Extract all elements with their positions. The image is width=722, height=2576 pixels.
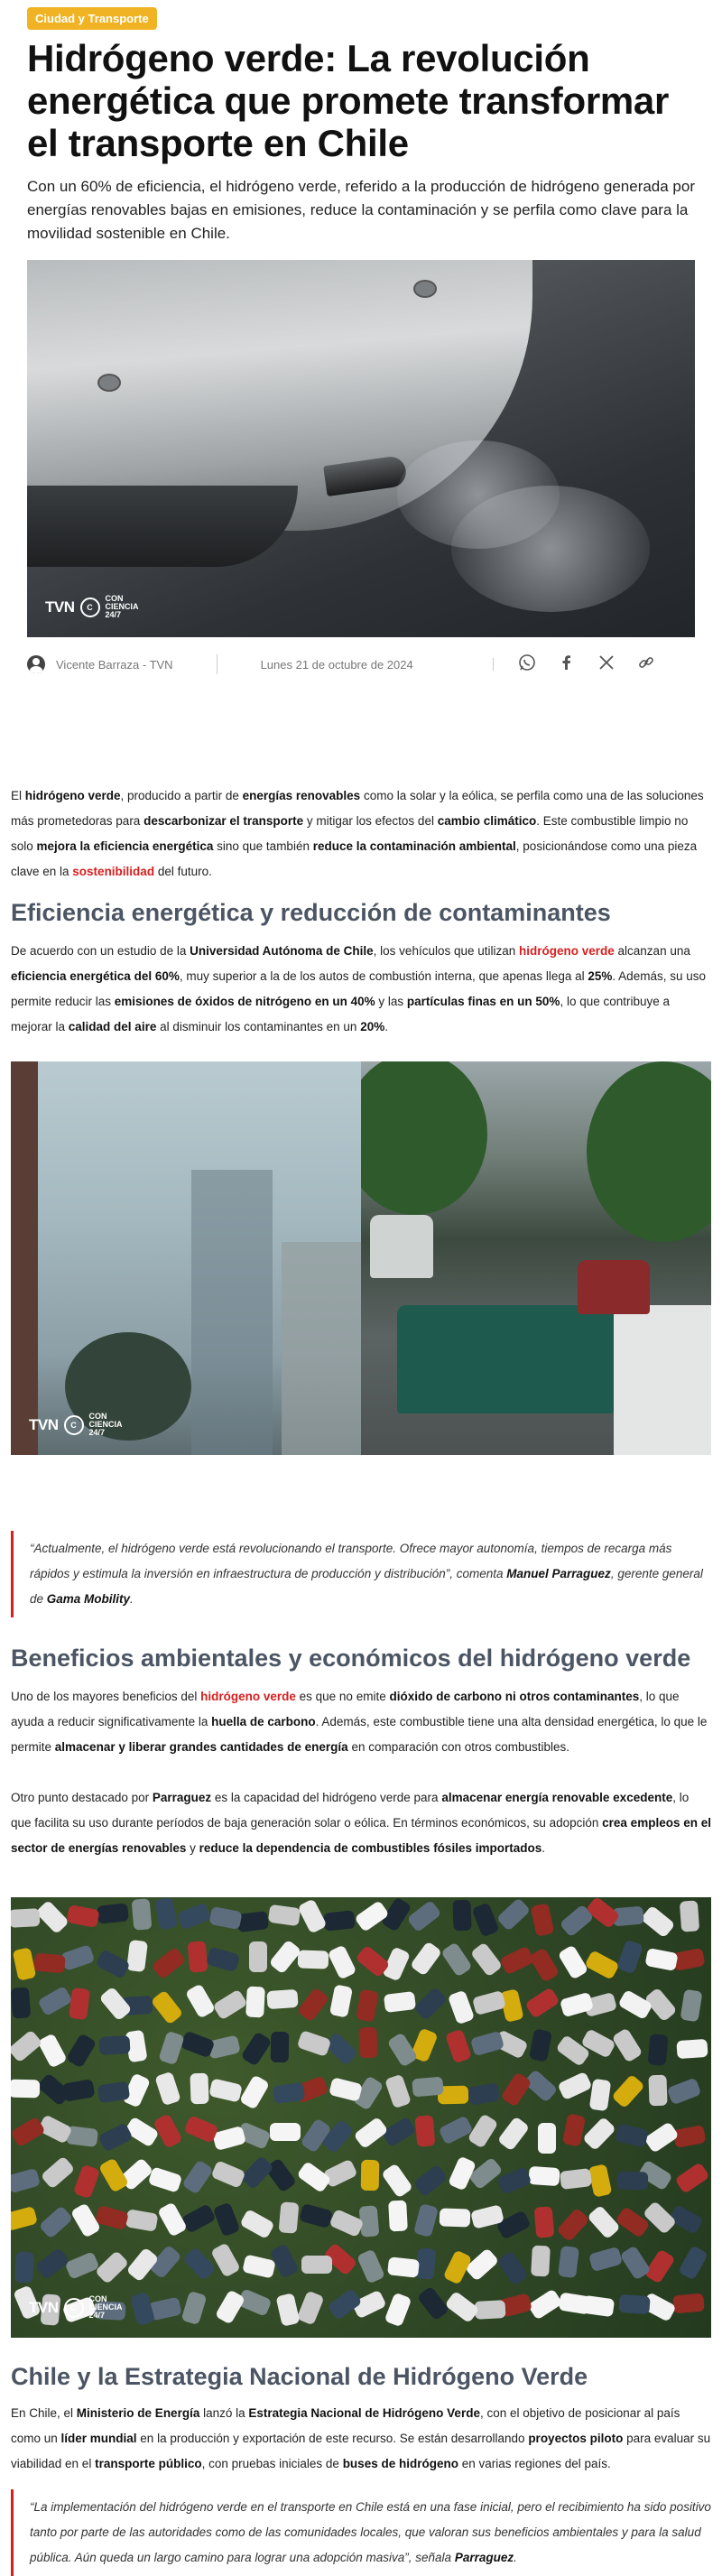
- tvn-watermark: [29, 2295, 129, 2320]
- parked-car-shape: [672, 2293, 705, 2314]
- parked-car-shape: [239, 2074, 270, 2109]
- parked-car-shape: [190, 2073, 209, 2105]
- parked-car-shape: [587, 2204, 621, 2239]
- parked-car-shape: [440, 2209, 471, 2228]
- publish-date: Lunes 21 de octubre de 2024: [260, 657, 413, 672]
- parked-car-shape: [242, 2255, 276, 2279]
- parked-car-shape: [499, 1946, 534, 1976]
- building-shape: [191, 1170, 273, 1455]
- parked-car-shape: [11, 2206, 38, 2231]
- parked-car-shape: [353, 2117, 388, 2149]
- tree-shape: [587, 1061, 711, 1242]
- car-shape: [578, 1260, 650, 1314]
- parked-car-shape: [416, 2285, 449, 2321]
- parked-car-shape: [66, 1904, 99, 1928]
- conciencia-logo-text: CON CIENCIA 24/7: [88, 1412, 123, 1437]
- parked-car-shape: [528, 2166, 560, 2186]
- parked-car-shape: [616, 1939, 643, 1974]
- parked-car-shape: [559, 2293, 592, 2315]
- parked-car-shape: [125, 2210, 159, 2233]
- parked-car-shape: [60, 1944, 96, 1971]
- facebook-icon[interactable]: [557, 653, 577, 676]
- parked-car-shape: [66, 2033, 97, 2068]
- parked-car-shape: [465, 2247, 500, 2282]
- parked-car-shape: [588, 2247, 623, 2273]
- parked-car-shape: [388, 2201, 408, 2232]
- parked-car-shape: [181, 2291, 208, 2325]
- parked-car-shape: [497, 2116, 530, 2151]
- parked-car-shape: [557, 2071, 592, 2100]
- parked-car-shape: [528, 1947, 560, 1982]
- x-icon[interactable]: [597, 653, 616, 676]
- parked-car-shape: [538, 2123, 556, 2154]
- building-shape: [282, 1242, 361, 1455]
- parked-car-shape: [37, 1985, 72, 2015]
- link-icon[interactable]: [636, 653, 656, 676]
- parked-car-shape: [413, 2203, 439, 2238]
- tvn-logo-text: TVN: [29, 2298, 59, 2316]
- parked-car-shape: [126, 1940, 148, 1972]
- parked-car-shape: [558, 2246, 579, 2278]
- parked-car-shape: [296, 2161, 331, 2193]
- car-lower-shape: [27, 486, 298, 567]
- parked-car-shape: [448, 1990, 475, 2025]
- parked-car-shape: [11, 2079, 40, 2098]
- parked-car-shape: [180, 2030, 215, 2058]
- smog-and-traffic-image: [11, 1061, 711, 1455]
- parked-car-shape: [407, 1900, 442, 1933]
- parked-car-shape: [33, 1952, 66, 1973]
- parked-car-shape: [98, 2036, 130, 2056]
- parked-car-shape: [64, 2251, 99, 2280]
- parked-car-shape: [98, 1987, 132, 2022]
- parked-car-shape: [470, 1942, 503, 1978]
- parked-car-shape: [69, 2202, 100, 2238]
- parked-car-shape: [562, 2114, 586, 2147]
- parked-car-shape: [524, 1987, 560, 2018]
- parked-car-shape: [354, 1900, 389, 1932]
- parked-car-shape: [676, 2039, 708, 2059]
- parked-car-shape: [560, 2168, 592, 2190]
- parked-car-shape: [412, 2076, 444, 2097]
- parked-car-shape: [467, 2083, 501, 2107]
- parked-car-shape: [470, 2031, 504, 2057]
- parked-car-shape: [618, 2294, 650, 2314]
- parked-car-shape: [533, 2206, 554, 2238]
- parked-car-shape: [151, 1990, 184, 2025]
- parked-car-shape: [672, 2124, 706, 2147]
- parked-car-shape: [275, 2293, 300, 2327]
- beneficios-paragraph-1: Uno de los mayores beneficios del hidrógeno verde es que no emite dióxido de carbono ni otros contaminantes, lo que ayuda a reducir significativamente la huella de carbono. Además, este combustible tiene una alta densidad energética, lo que le permite almacenar y liberar grandes cantidades de energía en comparación con otros combustibles.: [11, 1690, 708, 1754]
- parked-car-shape: [384, 2293, 412, 2328]
- smoke-shape: [451, 486, 650, 612]
- parked-car-shape: [181, 2203, 217, 2234]
- parked-car-shape: [11, 1987, 31, 2018]
- parked-car-shape: [296, 1987, 329, 2022]
- parked-car-shape: [240, 2031, 272, 2066]
- parked-car-shape: [445, 2028, 472, 2063]
- parked-car-shape: [97, 1903, 129, 1923]
- author-name[interactable]: Vicente Barraza - TVN: [56, 657, 173, 672]
- parked-car-shape: [37, 2034, 68, 2069]
- tvn-logo-text: TVN: [29, 1415, 59, 1433]
- parked-car-shape: [324, 2032, 358, 2066]
- parked-car-shape: [185, 1983, 216, 2018]
- parked-car-shape: [95, 2250, 129, 2284]
- parked-car-shape: [206, 1946, 240, 1972]
- parked-car-shape: [268, 1904, 301, 1927]
- quote-parraguez-1: “Actualmente, el hidrógeno verde está revolucionando el transporte. Ofrece mayor autonomía, tiempos de recarga más rápidos y estimula la inversión en infraestructura de producción y distribución”, comenta Manuel Parraguez, gerente general de Gama Mobility.: [11, 1531, 711, 1617]
- parked-car-shape: [187, 1941, 208, 1973]
- parked-car-shape: [439, 2115, 474, 2145]
- parked-car-shape: [612, 2028, 643, 2063]
- parked-car-shape: [130, 2292, 156, 2326]
- parked-car-shape: [648, 2034, 669, 2066]
- parked-car-shape: [209, 1905, 243, 1929]
- parked-car-shape: [327, 1945, 356, 1980]
- parked-car-shape: [648, 2074, 667, 2106]
- car-lot-aerial-image: [11, 1897, 711, 2338]
- meta-divider: [217, 654, 218, 674]
- parked-car-shape: [297, 2030, 332, 2057]
- parked-car-shape: [356, 2249, 385, 2284]
- parked-car-shape: [475, 2300, 506, 2320]
- smog-city-photo: [11, 1061, 361, 1455]
- bolt-shape: [413, 280, 437, 298]
- bus-shape: [370, 1215, 433, 1278]
- parked-car-shape: [452, 1900, 471, 1932]
- parked-car-shape: [152, 1947, 187, 1980]
- section-title-beneficios: Beneficios ambientales y económicos del hidrógeno verde: [11, 1645, 691, 1672]
- intro-paragraph: El hidrógeno verde, producido a partir de energías renovables como la solar y la eólica, se perfila como una de las soluciones más prometedoras para descarbonizar el transporte y mitigar los efectos del cambio climático. Este combustible limpio no solo mejora la eficiencia energética sino que también reduce la contaminación ambiental, posicionándose como una pieza clave en la sostenibilidad del futuro.: [11, 789, 704, 878]
- parked-car-shape: [640, 1904, 675, 1938]
- conciencia-logo-text: CON CIENCIA 24/7: [88, 2294, 123, 2320]
- parked-car-shape: [299, 2203, 333, 2229]
- sostenibilidad-link[interactable]: sostenibilidad: [72, 865, 155, 878]
- parked-car-shape: [413, 1987, 448, 2021]
- quote-parraguez-2: “La implementación del hidrógeno verde en el transporte en Chile está en una fase inicial, pero el recibimiento ha sido positivo tanto por parte de las autoridades como de las comunidades locales, que valoran sus beneficios ambientales y para la salud pública. Aún queda un largo camino para lograr una adopción masiva”, señala Parraguez.: [11, 2489, 711, 2576]
- parked-car-shape: [15, 2252, 34, 2284]
- parked-car-shape: [678, 2246, 708, 2281]
- parked-car-shape: [323, 1910, 356, 1931]
- parked-car-shape: [301, 2256, 332, 2274]
- car-shape: [397, 1305, 614, 1413]
- bolt-shape: [97, 374, 121, 392]
- parked-car-shape: [154, 2071, 181, 2107]
- author-avatar-icon: [27, 655, 45, 673]
- parked-car-shape: [69, 1988, 90, 2020]
- parked-car-shape: [131, 1898, 152, 1931]
- parked-car-shape: [11, 1908, 40, 1928]
- category-tag[interactable]: Ciudad y Transporte: [27, 7, 157, 30]
- parked-car-shape: [441, 1941, 474, 1977]
- parked-car-shape: [270, 2123, 301, 2141]
- parked-car-shape: [35, 2247, 70, 2280]
- parked-car-shape: [329, 2077, 363, 2102]
- parked-car-shape: [617, 1989, 653, 2020]
- parked-car-shape: [582, 2117, 616, 2151]
- car-shape: [614, 1305, 711, 1455]
- parked-car-shape: [667, 2077, 702, 2105]
- hidrogeno-verde-link[interactable]: hidrógeno verde: [200, 1690, 296, 1703]
- hero-image-exhaust: [27, 260, 695, 637]
- building-shape: [11, 1061, 38, 1455]
- section-title-estrategia: Chile y la Estrategia Nacional de Hidrógeno Verde: [11, 2363, 588, 2390]
- tree-shape: [361, 1061, 487, 1215]
- parked-car-shape: [12, 1947, 36, 1980]
- meta-divider: [493, 658, 494, 671]
- conciencia-logo-icon: C: [64, 2298, 84, 2318]
- parked-car-shape: [297, 1898, 327, 1933]
- parked-car-shape: [611, 2073, 645, 2108]
- parked-car-shape: [448, 2155, 477, 2191]
- parked-car-shape: [98, 2157, 129, 2192]
- parked-car-shape: [530, 1903, 554, 1936]
- article-body: [0, 783, 722, 2576]
- parked-car-shape: [329, 1985, 353, 2018]
- parked-car-shape: [267, 1989, 299, 2009]
- parked-car-shape: [415, 2115, 436, 2147]
- parked-car-shape: [496, 2250, 529, 2285]
- parked-car-shape: [356, 1989, 379, 2023]
- parked-car-shape: [11, 2029, 43, 2062]
- parked-car-shape: [11, 2167, 41, 2193]
- parked-car-shape: [680, 1901, 699, 1932]
- parked-car-shape: [497, 2166, 532, 2195]
- parked-car-shape: [40, 2155, 75, 2189]
- parked-car-shape: [240, 2209, 275, 2239]
- article-header: [0, 0, 722, 675]
- eficiencia-paragraph: De acuerdo con un estudio de la Universidad Autónoma de Chile, los vehículos que utilizan hidrógeno verde alcanzan una eficiencia energética del 60%, muy superior a la de los autos de combustión interna, que apenas llega al 25%. Además, su uso permite reducir las emisiones de óxidos de nitrógeno en un 40% y las partículas finas en un 50%, lo que contribuye a mejorar la calidad del aire al disminuir los contaminantes en un 20%.: [11, 944, 706, 1033]
- parked-car-shape: [644, 1948, 678, 1971]
- parked-car-shape: [158, 2031, 185, 2066]
- parked-car-shape: [245, 1986, 265, 2017]
- parked-car-shape: [643, 2121, 679, 2154]
- parked-car-shape: [212, 2202, 240, 2238]
- parked-car-shape: [556, 2207, 590, 2242]
- parked-car-shape: [410, 1941, 442, 1976]
- parked-car-shape: [35, 1900, 69, 1934]
- parked-car-shape: [472, 1903, 500, 1938]
- parked-car-shape: [361, 2160, 380, 2191]
- tvn-watermark: [29, 1413, 129, 1437]
- parked-car-shape: [381, 2164, 413, 2199]
- parked-car-shape: [209, 2079, 244, 2103]
- parked-car-shape: [210, 2242, 241, 2277]
- parked-car-shape: [154, 1897, 178, 1930]
- parked-car-shape: [444, 2290, 479, 2322]
- parked-car-shape: [495, 1897, 531, 1932]
- traffic-street-photo: [361, 1061, 711, 1455]
- parked-car-shape: [674, 2162, 709, 2194]
- tvn-watermark: [45, 595, 145, 619]
- parked-car-shape: [37, 2073, 72, 2107]
- parked-car-shape: [616, 2123, 650, 2147]
- parked-car-shape: [240, 2155, 274, 2191]
- lead-paragraph: Con un 60% de eficiencia, el hidrógeno verde, referido a la producción de hidrógeno generada por energías renovables bajas en emisiones, reduce la contaminación y se perfila como clave para la movilidad sostenible en Chile.: [27, 178, 696, 242]
- parked-car-shape: [38, 2206, 73, 2240]
- parked-car-shape: [585, 1950, 620, 1980]
- parked-car-shape: [528, 2289, 563, 2321]
- beneficios-paragraph-2: Otro punto destacado por Parraguez es la capacidad del hidrógeno verde para almacenar energía renovable excedente, lo que facilita su uso durante períodos de baja generación solar o eólica. En términos económicos, su adopción crea empleos en el sector de energías renovables y reduce la dependencia de combustibles fósiles importados.: [11, 1791, 711, 1855]
- parked-car-shape: [529, 2028, 552, 2062]
- parked-car-shape: [680, 1989, 703, 2023]
- parked-car-shape: [297, 1951, 329, 1969]
- parked-car-shape: [472, 1990, 506, 2015]
- parked-car-shape: [278, 2201, 299, 2234]
- parked-car-shape: [73, 2164, 100, 2199]
- parked-car-shape: [358, 2027, 377, 2059]
- estrategia-paragraph: En Chile, el Ministerio de Energía lanzó la Estrategia Nacional de Hidrógeno Verde, con el objetivo de posicionar al país como un líder mundial en la producción y exportación de este recurso. Se están desarrollando proyectos piloto para evaluar su viabilidad en el transporte público, con pruebas iniciales de buses de hidrógeno en varias regiones del país.: [11, 2406, 711, 2470]
- parked-car-shape: [384, 2074, 412, 2109]
- parked-car-shape: [212, 1988, 247, 2020]
- parked-car-shape: [95, 1949, 130, 1979]
- parked-car-shape: [387, 2256, 420, 2277]
- share-buttons: [517, 653, 656, 676]
- parked-car-shape: [617, 2172, 648, 2191]
- parked-car-shape: [589, 2079, 612, 2111]
- parked-car-shape: [177, 1903, 212, 1931]
- parked-car-shape: [249, 1941, 267, 1972]
- parked-car-shape: [296, 2290, 324, 2325]
- tvn-logo-text: TVN: [45, 598, 75, 616]
- hidrogeno-verde-link[interactable]: hidrógeno verde: [519, 944, 615, 958]
- conciencia-logo-icon: C: [80, 598, 100, 617]
- conciencia-logo-text: CON CIENCIA 24/7: [105, 594, 139, 619]
- conciencia-logo-icon: C: [64, 1415, 84, 1435]
- parked-car-shape: [384, 1991, 416, 2013]
- whatsapp-icon[interactable]: [517, 653, 537, 676]
- article-meta: [27, 653, 695, 675]
- parked-car-shape: [412, 2164, 448, 2197]
- parked-car-shape: [211, 2160, 246, 2189]
- parked-car-shape: [148, 2167, 183, 2194]
- parked-car-shape: [97, 2122, 133, 2152]
- parked-car-shape: [271, 2032, 290, 2062]
- parked-car-shape: [181, 2160, 214, 2195]
- parked-car-shape: [558, 1944, 589, 1979]
- headline: Hidrógeno verde: La revolución energética que promete transformar el transporte en Chile: [27, 37, 670, 164]
- parked-car-shape: [643, 2201, 677, 2235]
- parked-car-shape: [531, 2246, 551, 2277]
- section-title-eficiencia: Eficiencia energética y reducción de contaminantes: [11, 899, 611, 926]
